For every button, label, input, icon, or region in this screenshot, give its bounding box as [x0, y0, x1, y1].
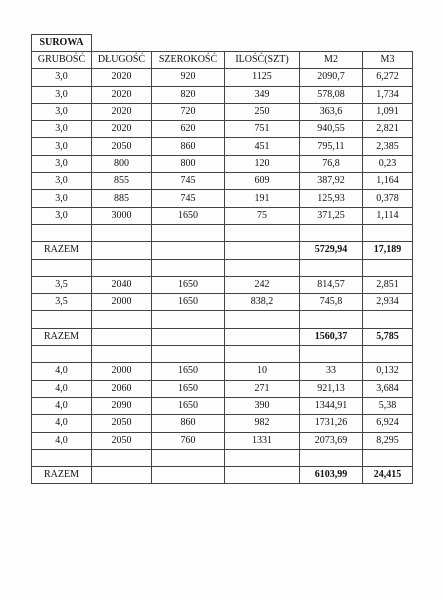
cell-m3: 2,385: [363, 138, 413, 155]
cell-m2: 795,11: [300, 138, 363, 155]
table-row: [32, 415, 413, 432]
cell-szerokosc: 1650: [152, 380, 225, 397]
cell-m2: 363,6: [300, 103, 363, 120]
cell-grubosc: 3,0: [32, 86, 92, 103]
title-row: [32, 35, 413, 52]
table-row: [32, 294, 413, 311]
cell-szerokosc: 745: [152, 190, 225, 207]
total-label: RAZEM: [32, 467, 92, 484]
cell-ilosc: 751: [225, 121, 300, 138]
empty-cell: [225, 242, 300, 259]
cell-m2: 2073,69: [300, 432, 363, 449]
cell-m3: 1,734: [363, 86, 413, 103]
cell-szerokosc: 1650: [152, 363, 225, 380]
cell-szerokosc: 1650: [152, 294, 225, 311]
cell-szerokosc: 920: [152, 69, 225, 86]
empty-cell: [92, 328, 152, 345]
total-m3: 17,189: [363, 242, 413, 259]
cell-m2: 814,57: [300, 276, 363, 293]
column-header-grubosc: GRUBOŚĆ: [32, 52, 92, 69]
cell-dlugosc: 2020: [92, 69, 152, 86]
column-header-ilosc: ILOŚĆ(SZT): [225, 52, 300, 69]
cell-m3: 8,295: [363, 432, 413, 449]
cell-dlugosc: 2090: [92, 397, 152, 414]
cell-m3: 2,821: [363, 121, 413, 138]
cell-m3: 6,272: [363, 69, 413, 86]
cell-m3: 0,378: [363, 190, 413, 207]
cell-m2: 921,13: [300, 380, 363, 397]
cell-m3: 1,114: [363, 207, 413, 224]
total-label: RAZEM: [32, 242, 92, 259]
table-row: [32, 397, 413, 414]
table-row: [32, 173, 413, 190]
cell-grubosc: 3,0: [32, 138, 92, 155]
cell-dlugosc: 2000: [92, 294, 152, 311]
empty-cell: [225, 467, 300, 484]
header-row: [32, 52, 413, 69]
total-m3: 24,415: [363, 467, 413, 484]
cell-m2: 578,08: [300, 86, 363, 103]
cell-ilosc: 191: [225, 190, 300, 207]
cell-m2: 371,25: [300, 207, 363, 224]
cell-m2: 745,8: [300, 294, 363, 311]
empty-cell: [92, 242, 152, 259]
table-row: [32, 190, 413, 207]
cell-grubosc: 3,0: [32, 190, 92, 207]
column-header-dlugosc: DŁUGOŚĆ: [92, 52, 152, 69]
cell-szerokosc: 860: [152, 138, 225, 155]
total-m2: 1560,37: [300, 328, 363, 345]
total-row: [32, 328, 413, 345]
table-row: [32, 380, 413, 397]
cell-ilosc: 451: [225, 138, 300, 155]
cell-grubosc: 3,0: [32, 173, 92, 190]
cell-ilosc: 1125: [225, 69, 300, 86]
cell-ilosc: 390: [225, 397, 300, 414]
cell-dlugosc: 855: [92, 173, 152, 190]
cell-m3: 5,38: [363, 397, 413, 414]
spacer-row: [32, 259, 413, 276]
column-header-m3: M3: [363, 52, 413, 69]
table-row: [32, 363, 413, 380]
cell-dlugosc: 800: [92, 155, 152, 172]
cell-ilosc: 271: [225, 380, 300, 397]
table-row: [32, 86, 413, 103]
material-table: [31, 34, 413, 484]
cell-dlugosc: 2050: [92, 415, 152, 432]
table-row: [32, 121, 413, 138]
spacer-row: [32, 224, 413, 241]
total-m3: 5,785: [363, 328, 413, 345]
cell-m2: 125,93: [300, 190, 363, 207]
cell-szerokosc: 860: [152, 415, 225, 432]
table-row: [32, 155, 413, 172]
cell-grubosc: 3,0: [32, 155, 92, 172]
cell-dlugosc: 885: [92, 190, 152, 207]
cell-ilosc: 10: [225, 363, 300, 380]
column-header-m2: M2: [300, 52, 363, 69]
empty-cell: [225, 328, 300, 345]
cell-m2: 33: [300, 363, 363, 380]
cell-ilosc: 982: [225, 415, 300, 432]
cell-dlugosc: 2060: [92, 380, 152, 397]
table-row: [32, 432, 413, 449]
cell-grubosc: 4,0: [32, 380, 92, 397]
table-row: [32, 138, 413, 155]
cell-grubosc: 4,0: [32, 397, 92, 414]
empty-cell: [92, 467, 152, 484]
cell-szerokosc: 745: [152, 173, 225, 190]
cell-ilosc: 1331: [225, 432, 300, 449]
cell-m2: 1731,26: [300, 415, 363, 432]
empty-cell: [152, 467, 225, 484]
cell-m3: 1,164: [363, 173, 413, 190]
table-row: [32, 276, 413, 293]
cell-szerokosc: 1650: [152, 397, 225, 414]
cell-grubosc: 4,0: [32, 363, 92, 380]
total-m2: 5729,94: [300, 242, 363, 259]
cell-dlugosc: 2020: [92, 121, 152, 138]
cell-grubosc: 3,5: [32, 276, 92, 293]
cell-dlugosc: 2020: [92, 103, 152, 120]
cell-m3: 2,934: [363, 294, 413, 311]
spacer-row: [32, 346, 413, 363]
empty-cell: [152, 242, 225, 259]
cell-grubosc: 3,0: [32, 121, 92, 138]
table-row: [32, 69, 413, 86]
cell-m2: 387,92: [300, 173, 363, 190]
table-row: [32, 103, 413, 120]
cell-m2: 2090,7: [300, 69, 363, 86]
cell-szerokosc: 720: [152, 103, 225, 120]
cell-grubosc: 3,0: [32, 103, 92, 120]
cell-grubosc: 3,5: [32, 294, 92, 311]
spacer-row: [32, 449, 413, 466]
cell-dlugosc: 2020: [92, 86, 152, 103]
cell-m2: 76,8: [300, 155, 363, 172]
cell-dlugosc: 2050: [92, 432, 152, 449]
cell-grubosc: 3,0: [32, 207, 92, 224]
cell-dlugosc: 2040: [92, 276, 152, 293]
cell-szerokosc: 820: [152, 86, 225, 103]
cell-ilosc: 120: [225, 155, 300, 172]
cell-ilosc: 609: [225, 173, 300, 190]
cell-szerokosc: 620: [152, 121, 225, 138]
cell-ilosc: 242: [225, 276, 300, 293]
cell-ilosc: 250: [225, 103, 300, 120]
total-row: [32, 467, 413, 484]
cell-grubosc: 4,0: [32, 432, 92, 449]
cell-grubosc: 4,0: [32, 415, 92, 432]
cell-grubosc: 3,0: [32, 69, 92, 86]
cell-m3: 6,924: [363, 415, 413, 432]
cell-szerokosc: 800: [152, 155, 225, 172]
total-m2: 6103,99: [300, 467, 363, 484]
cell-m2: 940,55: [300, 121, 363, 138]
cell-m3: 0,132: [363, 363, 413, 380]
column-header-szerokosc: SZEROKOŚĆ: [152, 52, 225, 69]
cell-szerokosc: 760: [152, 432, 225, 449]
cell-ilosc: 75: [225, 207, 300, 224]
cell-dlugosc: 2050: [92, 138, 152, 155]
cell-ilosc: 349: [225, 86, 300, 103]
cell-m3: 3,684: [363, 380, 413, 397]
cell-szerokosc: 1650: [152, 276, 225, 293]
table-title: SUROWA: [32, 35, 92, 52]
total-row: [32, 242, 413, 259]
cell-m3: 0,23: [363, 155, 413, 172]
cell-szerokosc: 1650: [152, 207, 225, 224]
cell-dlugosc: 3000: [92, 207, 152, 224]
table-row: [32, 207, 413, 224]
total-label: RAZEM: [32, 328, 92, 345]
spacer-row: [32, 311, 413, 328]
cell-dlugosc: 2000: [92, 363, 152, 380]
empty-cell: [152, 328, 225, 345]
cell-ilosc: 838,2: [225, 294, 300, 311]
cell-m3: 1,091: [363, 103, 413, 120]
cell-m3: 2,851: [363, 276, 413, 293]
cell-m2: 1344,91: [300, 397, 363, 414]
